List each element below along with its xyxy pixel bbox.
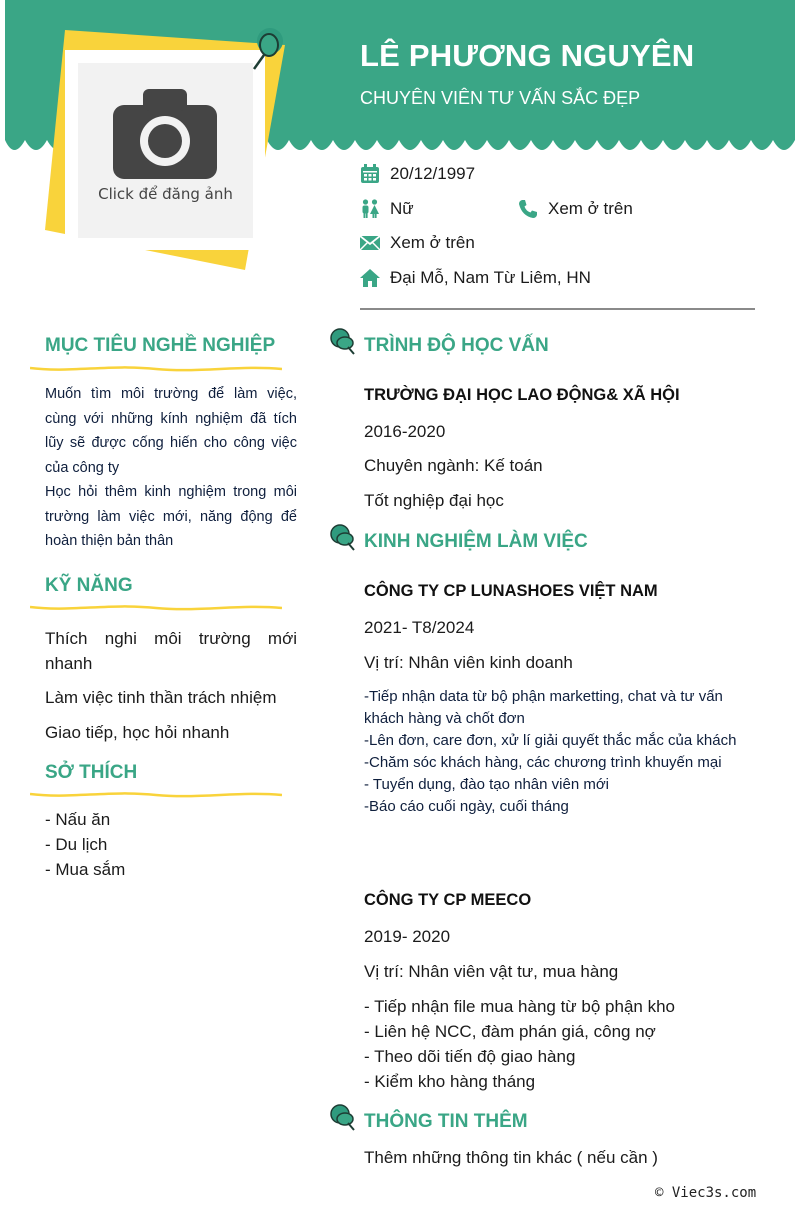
job-period: 2021- T8/2024 bbox=[364, 618, 475, 637]
skill-item: Giao tiếp, học hỏi nhanh bbox=[45, 723, 230, 742]
education-period: 2016-2020 bbox=[364, 422, 446, 441]
objective-paragraph: Học hỏi thêm kinh nghiệm trong môi trường làm việc mới, năng động để hoàn thiện bản thân bbox=[45, 484, 297, 549]
duty-item: -Lên đơn, care đơn, xử lí giải quyết thắc mắc của khách bbox=[364, 732, 737, 749]
profile-photo[interactable] bbox=[40, 25, 300, 275]
education-status: Tốt nghiệp đại học bbox=[364, 491, 504, 510]
hobbies-underline bbox=[30, 790, 282, 800]
company-name: CÔNG TY CP MEECO bbox=[364, 891, 532, 909]
objective-text bbox=[45, 382, 297, 554]
calendar-icon bbox=[360, 164, 380, 184]
birthday-row bbox=[360, 164, 475, 184]
contact-divider bbox=[360, 308, 755, 310]
copyright: © Viec3s.com bbox=[655, 1185, 757, 1201]
company-name: CÔNG TY CP LUNASHOES VIỆT NAM bbox=[364, 582, 658, 600]
extra-text: Thêm những thông tin khác ( nếu cần ) bbox=[364, 1148, 658, 1167]
extra-heading: THÔNG TIN THÊM bbox=[364, 1111, 528, 1132]
duty-item: -Chăm sóc khách hàng, các chương trình khuyến mại bbox=[364, 754, 722, 771]
email-row bbox=[360, 233, 475, 253]
objective-heading: MỤC TIÊU NGHỀ NGHIỆP bbox=[45, 335, 276, 356]
gender-row bbox=[360, 199, 414, 219]
gender-icon bbox=[360, 199, 380, 219]
skill-item: Làm việc tinh thần trách nhiệm bbox=[45, 688, 277, 707]
pin-icon bbox=[330, 328, 356, 356]
gender-value: Nữ bbox=[390, 199, 414, 218]
pin-icon bbox=[330, 524, 356, 552]
home-icon bbox=[360, 268, 380, 288]
hobby-item: - Du lịch bbox=[45, 835, 108, 854]
skills-underline bbox=[30, 603, 282, 613]
birthday-value: 20/12/1997 bbox=[390, 164, 476, 183]
duty-item: - Tiếp nhận file mua hàng từ bộ phận kho bbox=[364, 997, 675, 1016]
hobby-item: - Mua sắm bbox=[45, 860, 126, 879]
hobby-item: - Nấu ăn bbox=[45, 810, 111, 829]
candidate-title: CHUYÊN VIÊN TƯ VẤN SẮC ĐẸP bbox=[360, 88, 641, 108]
duty-item: - Liên hệ NCC, đàm phán giá, công nợ bbox=[364, 1022, 656, 1041]
duty-item: - Theo dõi tiến độ giao hàng bbox=[364, 1047, 576, 1066]
objective-underline bbox=[30, 364, 282, 374]
job-duties bbox=[364, 686, 744, 818]
address-row bbox=[360, 268, 591, 288]
duty-item: - Kiểm kho hàng tháng bbox=[364, 1072, 536, 1091]
phone-icon bbox=[518, 199, 538, 219]
email-value: Xem ở trên bbox=[390, 233, 475, 252]
duty-item: -Báo cáo cuối ngày, cuối tháng bbox=[364, 798, 569, 815]
skill-item: Thích nghi môi trường mới nhanh bbox=[45, 629, 297, 673]
experience-heading: KINH NGHIỆM LÀM VIỆC bbox=[364, 531, 588, 552]
job-period: 2019- 2020 bbox=[364, 927, 451, 946]
skills-heading: KỸ NĂNG bbox=[45, 575, 133, 596]
email-icon bbox=[360, 233, 380, 253]
job-position: Vị trí: Nhân viên kinh doanh bbox=[364, 653, 573, 672]
job-duties bbox=[364, 994, 675, 1094]
education-major: Chuyên ngành: Kế toán bbox=[364, 456, 543, 475]
job-position: Vị trí: Nhân viên vật tư, mua hàng bbox=[364, 962, 619, 981]
education-heading: TRÌNH ĐỘ HỌC VẤN bbox=[364, 335, 549, 356]
objective-paragraph: Muốn tìm môi trường để làm việc, cùng với những kính nghiệm đã tích lũy sẽ được cống hiến cho công việc của công ty bbox=[45, 386, 297, 476]
school-name: TRƯỜNG ĐẠI HỌC LAO ĐỘNG& XÃ HỘI bbox=[364, 386, 680, 404]
address-value: Đại Mỗ, Nam Từ Liêm, HN bbox=[390, 268, 591, 287]
duty-item: -Tiếp nhận data từ bộ phận marketting, chat và tư vấn khách hàng và chốt đơn bbox=[364, 688, 723, 727]
candidate-name: LÊ PHƯƠNG NGUYÊN bbox=[360, 38, 695, 73]
phone-row bbox=[518, 199, 633, 219]
hobbies-heading: SỞ THÍCH bbox=[45, 762, 138, 783]
duty-item: - Tuyển dụng, đào tạo nhân viên mới bbox=[364, 776, 609, 793]
pin-icon bbox=[330, 1104, 356, 1132]
phone-value: Xem ở trên bbox=[548, 199, 633, 218]
photo-upload-label[interactable]: Click để đăng ảnh bbox=[98, 185, 233, 203]
